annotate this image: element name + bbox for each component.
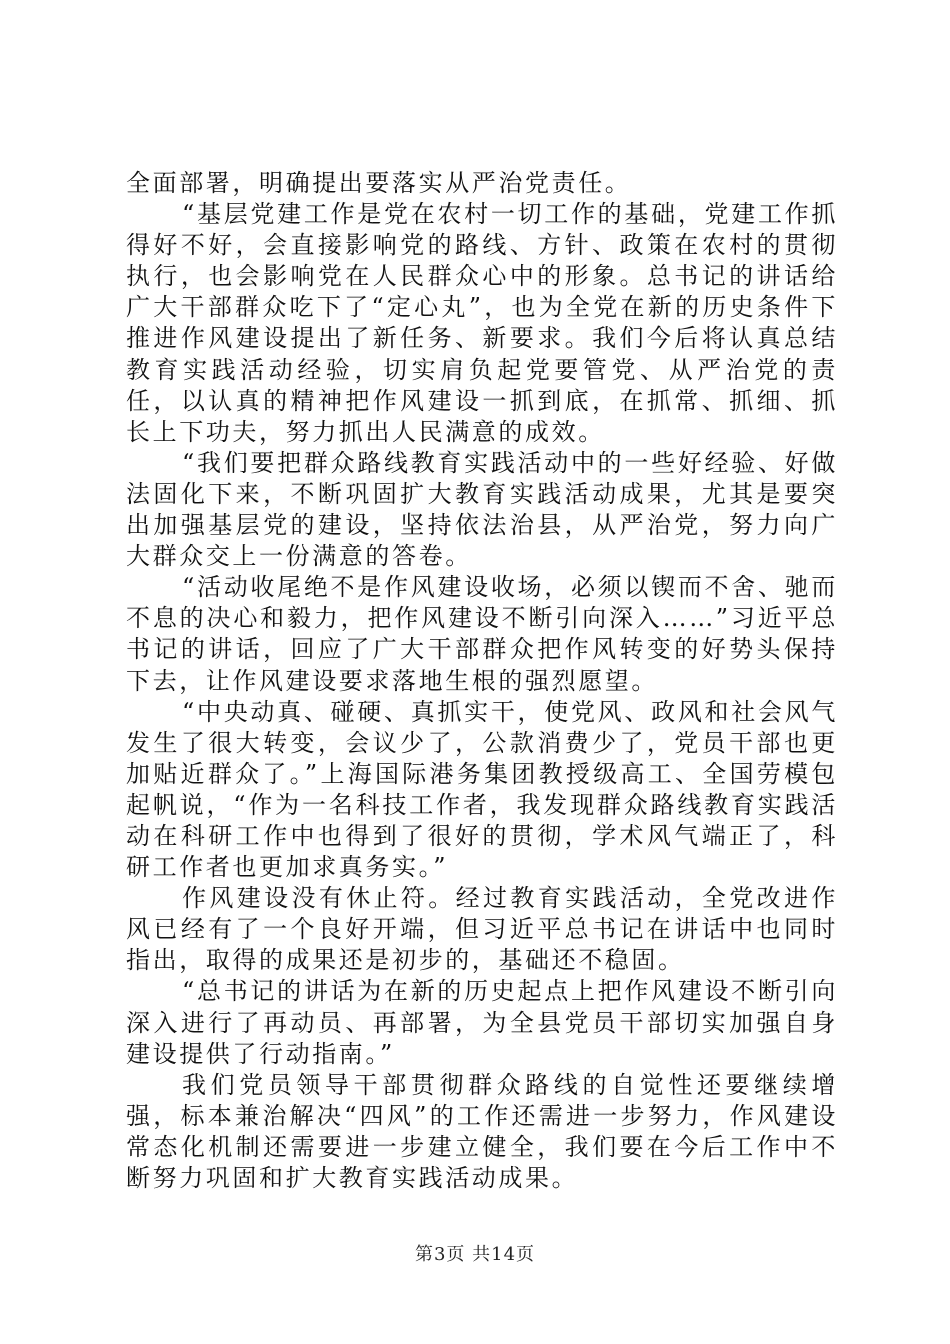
paragraph-3: “我们要把群众路线教育实践活动中的一些好经验、好做法固化下来，不断巩固扩大教育实践活动成果，尤其是要突出加强基层党的建设，坚持依法治县，从严治党，努力向广大群众交上一份满意的答卷。 — [126, 448, 838, 571]
paragraph-7: “总书记的讲话为在新的历史起点上把作风建设不断引向深入进行了再动员、再部署，为全县党员干部切实加强自身建设提供了行动指南。” — [126, 977, 838, 1068]
paragraph-1: 全面部署，明确提出要落实从严治党责任。 — [126, 169, 632, 197]
paragraph-5: “中央动真、碰硬、真抓实干，使党风、政风和社会风气发生了很大转变，会议少了，公款消费少了，党员干部也更加贴近群众了。”上海国际港务集团教授级高工、全国劳模包起帆说，“作为一名科技工作者，我发现群众路线教育实践活动在科研工作中也得到了很好的贯彻，学术风气端正了，科研工作者也更加求真务实。” — [126, 697, 838, 882]
page-footer — [0, 1240, 950, 1266]
page-number-label: 第3页 共14页 — [414, 1244, 536, 1265]
paragraph-4: “活动收尾绝不是作风建设收场，必须以锲而不舍、驰而不息的决心和毅力，把作风建设不断引向深入……”习近平总书记的讲话，回应了广大干部群众把作风转变的好势头保持下去，让作风建设要求落地生根的强烈愿望。 — [126, 573, 838, 695]
paragraph-8: 我们党员领导干部贯彻群众路线的自觉性还要继续增强，标本兼治解决“四风”的工作还需进一步努力，作风建设常态化机制还需要进一步建立健全，我们要在今后工作中不断努力巩固和扩大教育实践活动成果。 — [126, 1070, 838, 1192]
paragraph-2: “基层党建工作是党在农村一切工作的基础，党建工作抓得好不好，会直接影响党的路线、方针、政策在农村的贯彻执行，也会影响党在人民群众心中的形象。总书记的讲话给广大干部群众吃下了“定心丸”，也为全党在新的历史条件下推进作风建设提出了新任务、新要求。我们今后将认真总结教育实践活动经验，切实肩负起党要管党、从严治党的责任，以认真的精神把作风建设一抓到底，在抓常、抓细、抓长上下功夫，努力抓出人民满意的成效。 — [126, 200, 838, 446]
document-body — [126, 168, 838, 1194]
paragraph-6: 作风建设没有休止符。经过教育实践活动，全党改进作风已经有了一个良好开端，但习近平总书记在讲话中也同时指出，取得的成果还是初步的，基础还不稳固。 — [126, 884, 838, 975]
